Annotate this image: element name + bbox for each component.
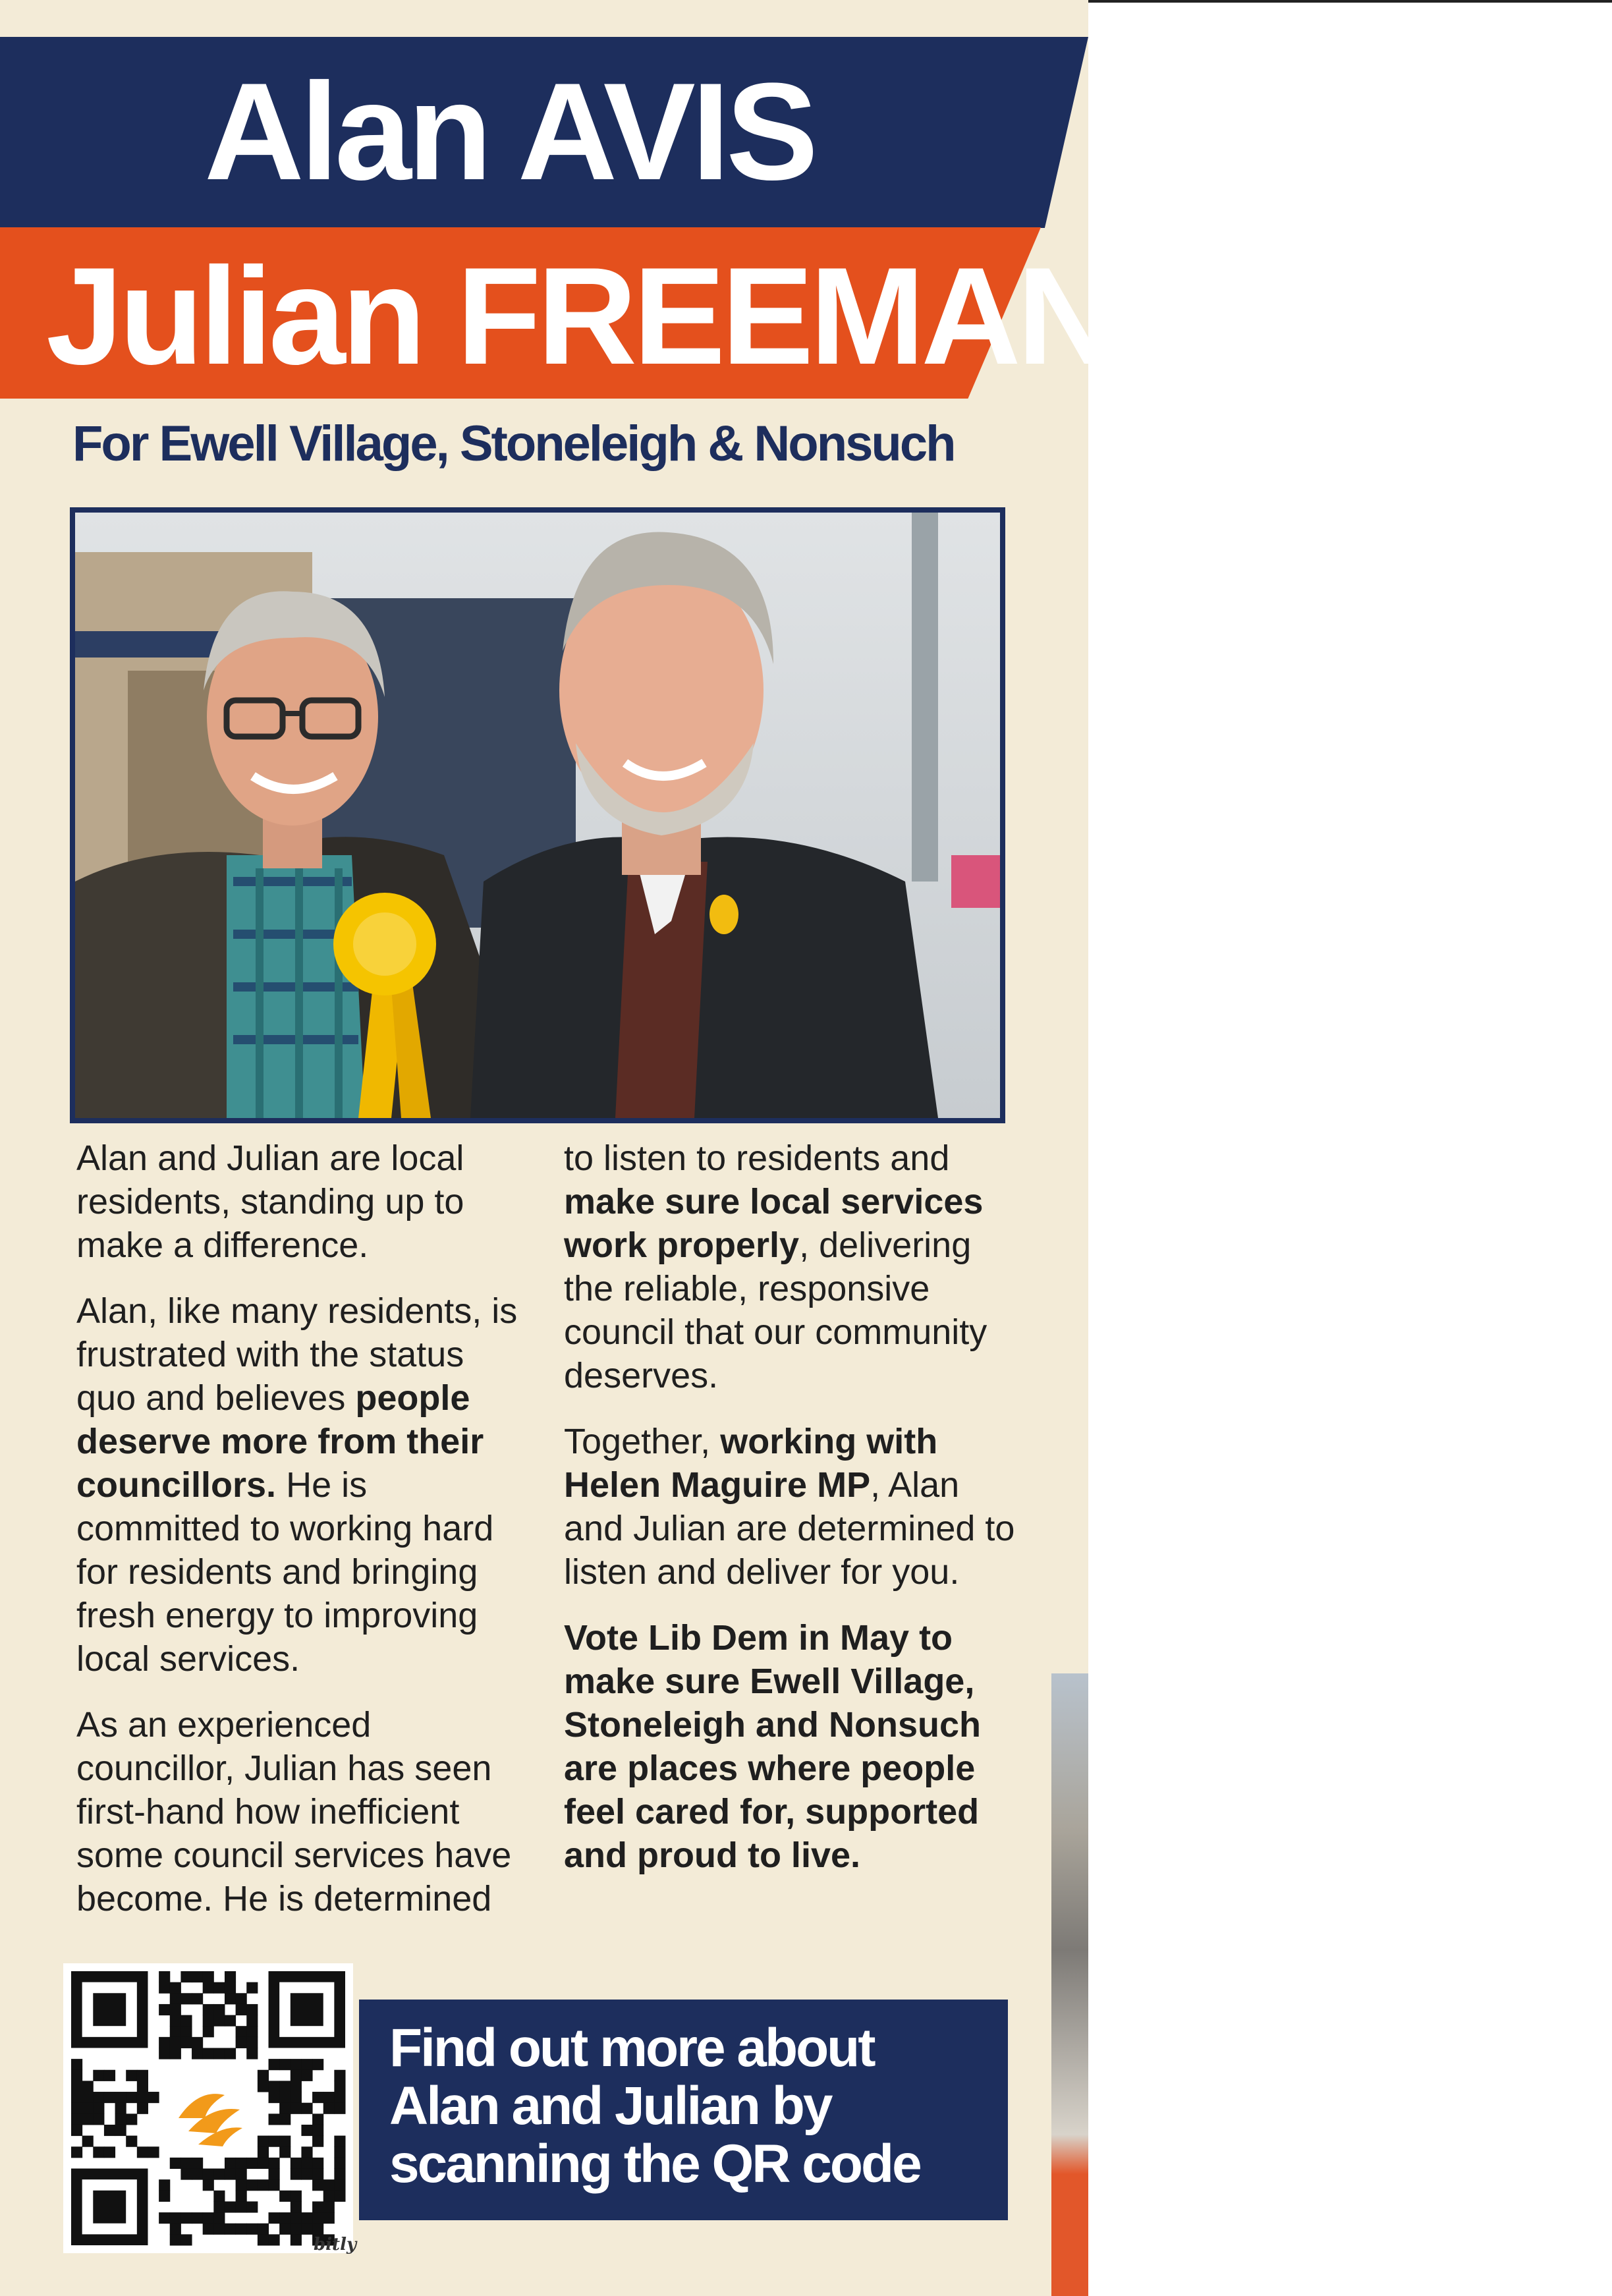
text: He is committed to working hard for residents and bringing fresh energy to improving local services. — [76, 1465, 494, 1679]
pole — [912, 513, 938, 882]
paragraph — [564, 1136, 1025, 1397]
cta-line-3: scanning the QR code — [389, 2134, 920, 2194]
bitly-label: bitly — [314, 2235, 357, 2254]
bold-text: make sure local services work properly — [564, 1182, 984, 1265]
candidate-name-2: Julian FREEMAN — [46, 238, 1113, 393]
lib-dem-bird-logo-icon — [162, 2062, 254, 2154]
cta-line-1: Find out more about — [389, 2018, 874, 2078]
text: Alan and Julian are local residents, standing up to make a difference. — [76, 1138, 464, 1265]
paragraph — [564, 1420, 1025, 1594]
paragraph — [76, 1136, 531, 1267]
text: , delivering the reliable, responsive council that our community deserves. — [564, 1225, 987, 1395]
text: to listen to residents and — [564, 1138, 950, 1178]
candidate-name-1: Alan AVIS — [204, 54, 815, 209]
text-column-right — [564, 1136, 1025, 1899]
text: , Alan and Julian are determined to listen and deliver for you. — [564, 1465, 1015, 1592]
paragraph — [76, 1703, 531, 1920]
cta-line-2: Alan and Julian by — [389, 2076, 831, 2136]
bold-text: working with Helen Maguire MP — [564, 1422, 938, 1505]
scan-edge-line — [1088, 0, 1612, 3]
photo-illustration — [75, 513, 1000, 1118]
gold-pin-icon — [709, 895, 738, 934]
cta-box — [359, 2000, 1008, 2220]
text-column-left — [76, 1136, 531, 1943]
text: As an experienced councillor, Julian has seen first-hand how inefficient some council services have become. He is determined — [76, 1705, 512, 1918]
paragraph — [76, 1289, 531, 1681]
qr-finder-square — [274, 1976, 340, 2042]
text: Together, — [564, 1422, 721, 1461]
text: Alan, like many residents, is frustrated with the status quo and believes — [76, 1291, 518, 1418]
paragraph — [564, 1616, 1025, 1877]
ward-subtitle: For Ewell Village, Stoneleigh & Nonsuch — [72, 416, 955, 472]
bold-text: people deserve more from their councillors. — [76, 1378, 484, 1505]
next-page-edge — [1051, 1673, 1088, 2296]
call-to-vote: Vote Lib Dem in May to make sure Ewell Village, Stoneleigh and Nonsuch are places where people feel cared for, supported and proud to live. — [564, 1618, 982, 1875]
qr-finder-square — [76, 2174, 142, 2240]
qr-code-graphic — [63, 1963, 353, 2253]
candidates-photo — [70, 507, 1005, 1123]
qr-code[interactable] — [63, 1963, 353, 2253]
qr-finder-square — [76, 1976, 142, 2042]
